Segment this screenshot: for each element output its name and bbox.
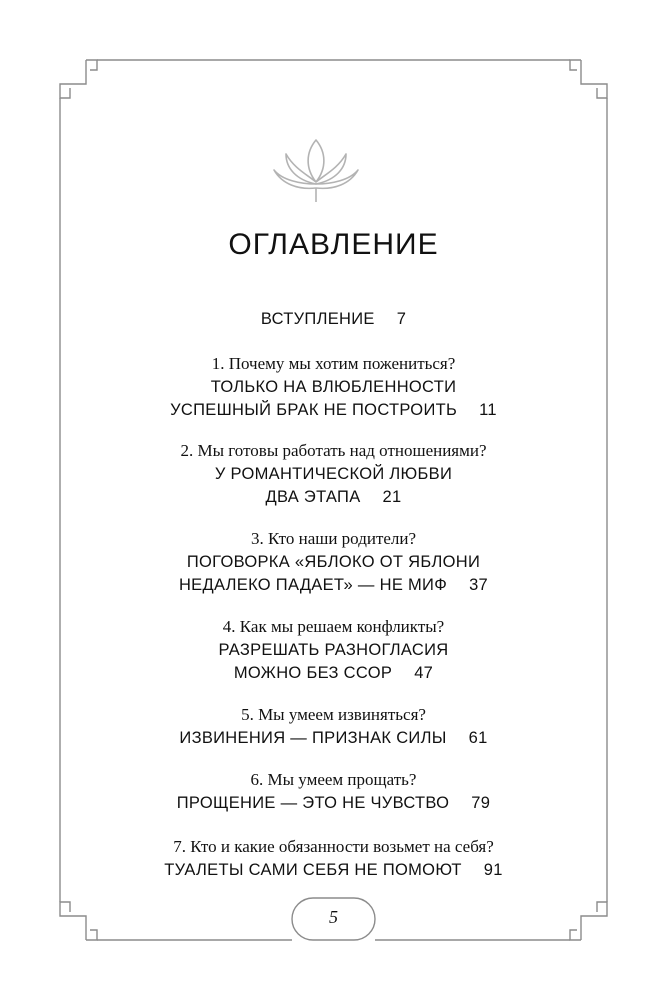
chapter-question: 2. Мы готовы работать над отношениями? [180,441,487,460]
chapter-page: 61 [468,729,488,747]
chapter-heading-line1: ТОЛЬКО НА ВЛЮБЛЕННОСТИ [210,378,457,396]
chapter-heading-text: ПРОЩЕНИЕ — ЭТО НЕ ЧУВСТВО [176,794,450,812]
chapter-question: 4. Как мы решаем конфликты? [222,617,445,636]
chapter-page: 21 [382,488,402,506]
chapter-question: 3. Кто наши родители? [250,529,417,548]
chapter-page: 11 [479,401,497,419]
chapter-heading-text: НЕДАЛЕКО ПАДАЕТ» — НЕ МИФ [178,576,448,594]
toc-chapter-7 [60,835,607,882]
chapter-heading-line2 [60,859,607,882]
lotus-icon [268,136,364,206]
toc-chapter-1 [60,352,607,422]
toc-chapter-6 [60,768,607,815]
chapter-page: 37 [469,576,489,594]
chapter-heading-line2 [60,574,607,597]
toc-intro [60,308,607,331]
chapter-page: 91 [483,861,503,879]
toc-chapter-2 [60,439,607,509]
chapter-question: 1. Почему мы хотим пожениться? [211,354,456,373]
chapter-heading-text: ТУАЛЕТЫ САМИ СЕБЯ НЕ ПОМОЮТ [164,861,462,879]
chapter-heading-line1: У РОМАНТИЧЕСКОЙ ЛЮБВИ [214,465,453,483]
toc-chapter-3 [60,527,607,597]
toc-chapter-4 [60,615,607,685]
chapter-page: 47 [414,664,434,682]
chapter-heading-line1: ПОГОВОРКА «ЯБЛОКО ОТ ЯБЛОНИ [186,553,481,571]
chapter-question: 6. Мы умеем прощать? [250,770,417,789]
chapter-heading-text: МОЖНО БЕЗ ССОР [233,664,393,682]
chapter-question: 7. Кто и какие обязанности возьмет на себя? [173,837,494,856]
chapter-heading-text: УСПЕШНЫЙ БРАК НЕ ПОСТРОИТЬ [170,401,458,419]
toc-intro-label: ВСТУПЛЕНИЕ [260,310,375,328]
page-title: ОГЛАВЛЕНИЕ [228,228,439,261]
toc-chapter-5 [60,703,607,750]
chapter-heading-line2 [60,486,607,509]
chapter-question: 5. Мы умеем извиняться? [241,705,426,724]
page-number: 5 [329,907,338,927]
toc-intro-page: 7 [396,310,407,328]
chapter-page: 79 [471,794,491,812]
chapter-heading-line2 [60,727,607,750]
chapter-heading-text: ДВА ЭТАПА [265,488,361,506]
chapter-heading-line2 [60,399,607,422]
chapter-heading-line2 [60,662,607,685]
chapter-heading-text: ИЗВИНЕНИЯ — ПРИЗНАК СИЛЫ [179,729,447,747]
chapter-heading-line2 [60,792,607,815]
chapter-heading-line1: РАЗРЕШАТЬ РАЗНОГЛАСИЯ [218,641,449,659]
